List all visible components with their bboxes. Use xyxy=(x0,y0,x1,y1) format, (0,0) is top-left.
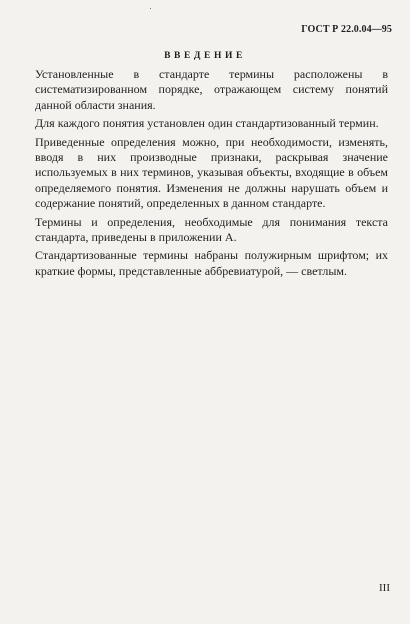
paragraph-4: Термины и определения, необходимые для понимания текста стандарта, приведены в приложении А. xyxy=(35,214,388,245)
paragraph-1: Установленные в стандарте термины расположены в систематизированном порядке, отражающем систему понятий данной области знания. xyxy=(35,67,388,112)
page-number: III xyxy=(379,582,390,594)
paragraph-3: Приведенные определения можно, при необходимости, изменять, вводя в них производные признаки, раскрывая значение используемых в них терминов, указывая объекты, входящие в объем определяемого понятия. Изменения не должны нарушать объем и содержание понятий, определенных в данном стандарте. xyxy=(35,134,388,211)
section-title: ВВЕДЕНИЕ xyxy=(164,51,246,61)
introduction-body xyxy=(35,67,388,282)
standard-code-header: ГОСТ Р 22.0.04—95 xyxy=(301,24,392,35)
scan-speck xyxy=(150,8,151,9)
paragraph-5: Стандартизованные термины набраны полужирным шрифтом; их краткие формы, представленные аббревиатурой, — светлым. xyxy=(35,248,388,278)
paragraph-2: Для каждого понятия установлен один стандартизованный термин. xyxy=(35,116,379,131)
